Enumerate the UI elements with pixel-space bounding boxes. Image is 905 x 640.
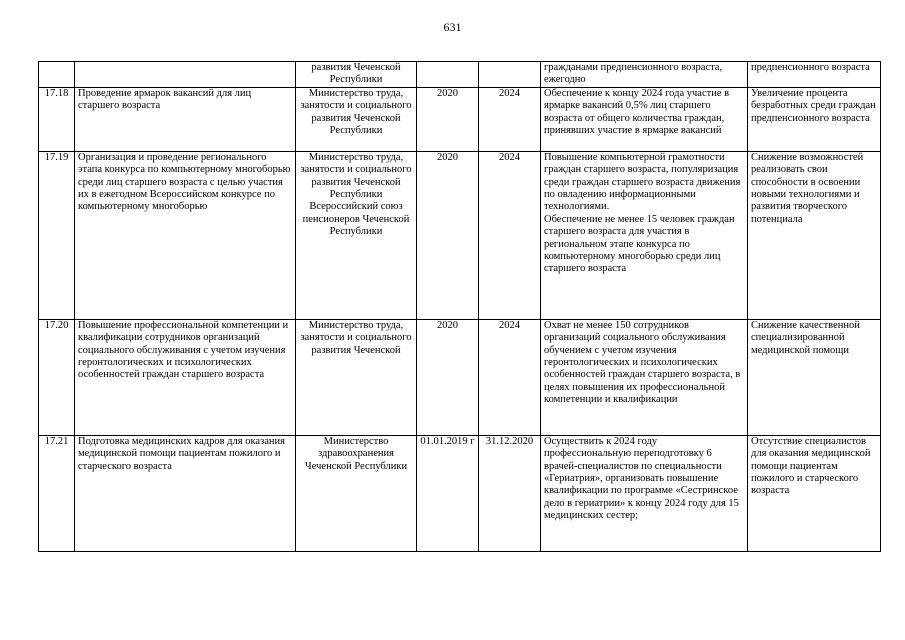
consequence: предпенсионного возраста [748,62,881,88]
row-number: 17.20 [39,319,75,435]
row-number [39,62,75,88]
measure-name [75,62,296,88]
start-date: 2020 [417,151,479,319]
expected-result: Обеспечение к концу 2024 года участие в ярмарке вакансий 0,5% лиц старшего возраста от общего количества граждан, принявших участие в ярмарке вакансий [541,87,748,151]
measures-table [38,61,881,552]
executor: Министерство труда, занятости и социального развития Чеченской Республики [296,87,417,151]
expected-result: гражданами предпенсионного возраста, ежегодно [541,62,748,88]
table-row [39,87,881,151]
end-date [479,62,541,88]
expected-result-paragraph: Повышение компьютерной грамотности граждан старшего возраста, популяризация среди граждан старшего возраста движения по овладению информационными технологиями. [544,151,741,213]
measure-name: Организация и проведение регионального этапа конкурса по компьютерному многоборью среди лиц старшего возраста с целью участия их в ежегодном Всероссийском конкурсе по компьютерному многоборью [75,151,296,319]
measure-name: Повышение профессиональной компетенции и квалификации сотрудников организаций социального обслуживания с учетом изучения геронтологических и психологических особенностей граждан старшего возраста [75,319,296,435]
measure-name: Проведение ярмарок вакансий для лиц старшего возраста [75,87,296,151]
start-date: 2020 [417,87,479,151]
consequence: Снижение возможностей реализовать свои способности в освоении новыми технологиями и развития творческого потенциала [748,151,881,319]
executor: Министерство здравоохранения Чеченской Республики [296,435,417,551]
end-date: 2024 [479,319,541,435]
start-date: 2020 [417,319,479,435]
expected-result [541,151,748,319]
expected-result: Осуществить к 2024 году профессиональную переподготовку 6 врачей-специалистов по специальности «Гериатрия», организовать повышение квалификации по программе «Сестринское дело в гериатрии» к концу 2024 году для 15 медицинских сестер; [541,435,748,551]
table-row [39,62,881,88]
start-date: 01.01.2019 г [417,435,479,551]
expected-result-paragraph: Обеспечение не менее 15 человек граждан старшего возраста для участия в региональном этапе конкурса по компьютерному многоборью среди лиц старшего возраста [544,213,735,275]
consequence: Увеличение процента безработных среди граждан предпенсионного возраста [748,87,881,151]
consequence: Отсутствие специалистов для оказания медицинской помощи пациентам пожилого и старческого возраста [748,435,881,551]
executor: Министерство труда, занятости и социального развития Чеченской [296,319,417,435]
expected-result: Охват не менее 150 сотрудников организаций социального обслуживания обучением с учетом изучения геронтологических и психологических особенностей граждан старшего возраста, в целях повышения их профессиональной компетенции и квалификации [541,319,748,435]
consequence: Снижение качественной специализированной медицинской помощи [748,319,881,435]
end-date: 2024 [479,87,541,151]
table-row [39,435,881,551]
start-date [417,62,479,88]
executor: Министерство труда, занятости и социального развития Чеченской Республики Всероссийский союз пенсионеров Чеченской Республики [296,151,417,319]
row-number: 17.19 [39,151,75,319]
executor: развития Чеченской Республики [296,62,417,88]
table-row [39,151,881,319]
table-row [39,319,881,435]
page-number: 631 [443,20,462,34]
end-date: 2024 [479,151,541,319]
measure-name: Подготовка медицинских кадров для оказания медицинской помощи пациентам пожилого и старческого возраста [75,435,296,551]
row-number: 17.21 [39,435,75,551]
end-date: 31.12.2020 [479,435,541,551]
row-number: 17.18 [39,87,75,151]
